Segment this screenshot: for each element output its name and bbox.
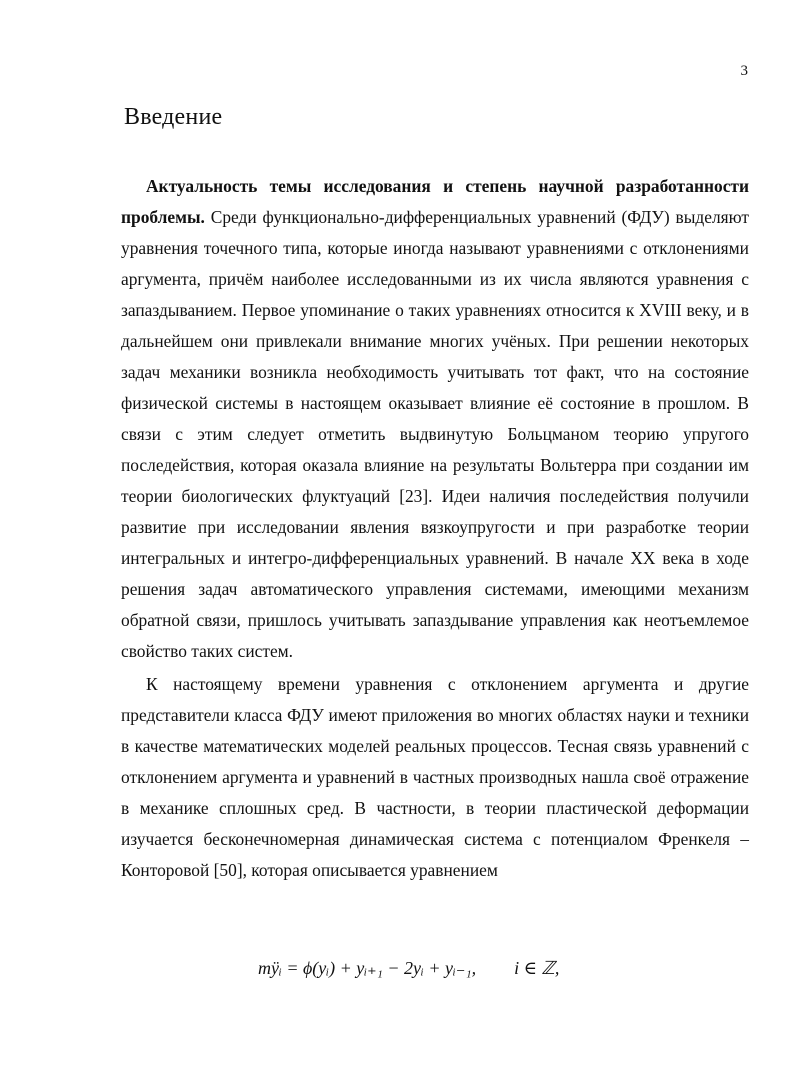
section-heading: Введение [124,104,223,130]
page-number: 3 [740,63,748,79]
equation-main: mÿᵢ = ϕ(yᵢ) + yᵢ₊₁ − 2yᵢ + yᵢ₋₁, [258,958,477,978]
equation [258,958,559,979]
paragraph-1 [121,171,749,667]
paragraph-lead: Актуальность темы исследования и степень научной разработанности проблемы. [121,176,749,227]
body-text [121,171,749,886]
paragraph-2-text: К настоящему времени уравнения с отклонением аргумента и другие представители класса ФДУ имеют приложения во многих областях науки и техники в качестве математических моделей реальных процессов. Тесная связь уравнений с отклонением аргумента и уравнений в частных производных нашла своё отражение в механике сплошных сред. В частности, в теории пластической деформации изучается бесконечномерная динамическая система с потенциалом Френкеля – Конторовой [50], которая описывается уравнением [121,674,749,880]
equation-condition: i ∈ ℤ, [514,958,560,978]
paragraph-2 [121,669,749,886]
paragraph-1-text: Среди функционально-дифференциальных уравнений (ФДУ) выделяют уравнения точечного типа, которые иногда называют уравнениями с отклонениями аргумента, причём наиболее исследованными из их числа являются уравнения с запаздыванием. Первое упоминание о таких уравнениях относится к XVIII веку, и в дальнейшем они привлекали внимание многих учёных. При решении некоторых задач механики возникла необходимость учитывать тот факт, что на состояние физической системы в настоящем оказывает влияние её состояние в прошлом. В связи с этим следует отметить выдвинутую Больцманом теорию упругого последействия, которая оказала влияние на результаты Вольтерра при создании им теории биологических флуктуаций [23]. Идеи наличия последействия получили развитие при исследовании явления вязкоупругости и при разработке теории интегральных и интегро-дифференциальных уравнений. В начале XX века в ходе решения задач автоматического управления системами, имеющими механизм обратной связи, пришлось учитывать запаздывание управления как неотъемлемое свойство таких систем. [121,207,749,661]
